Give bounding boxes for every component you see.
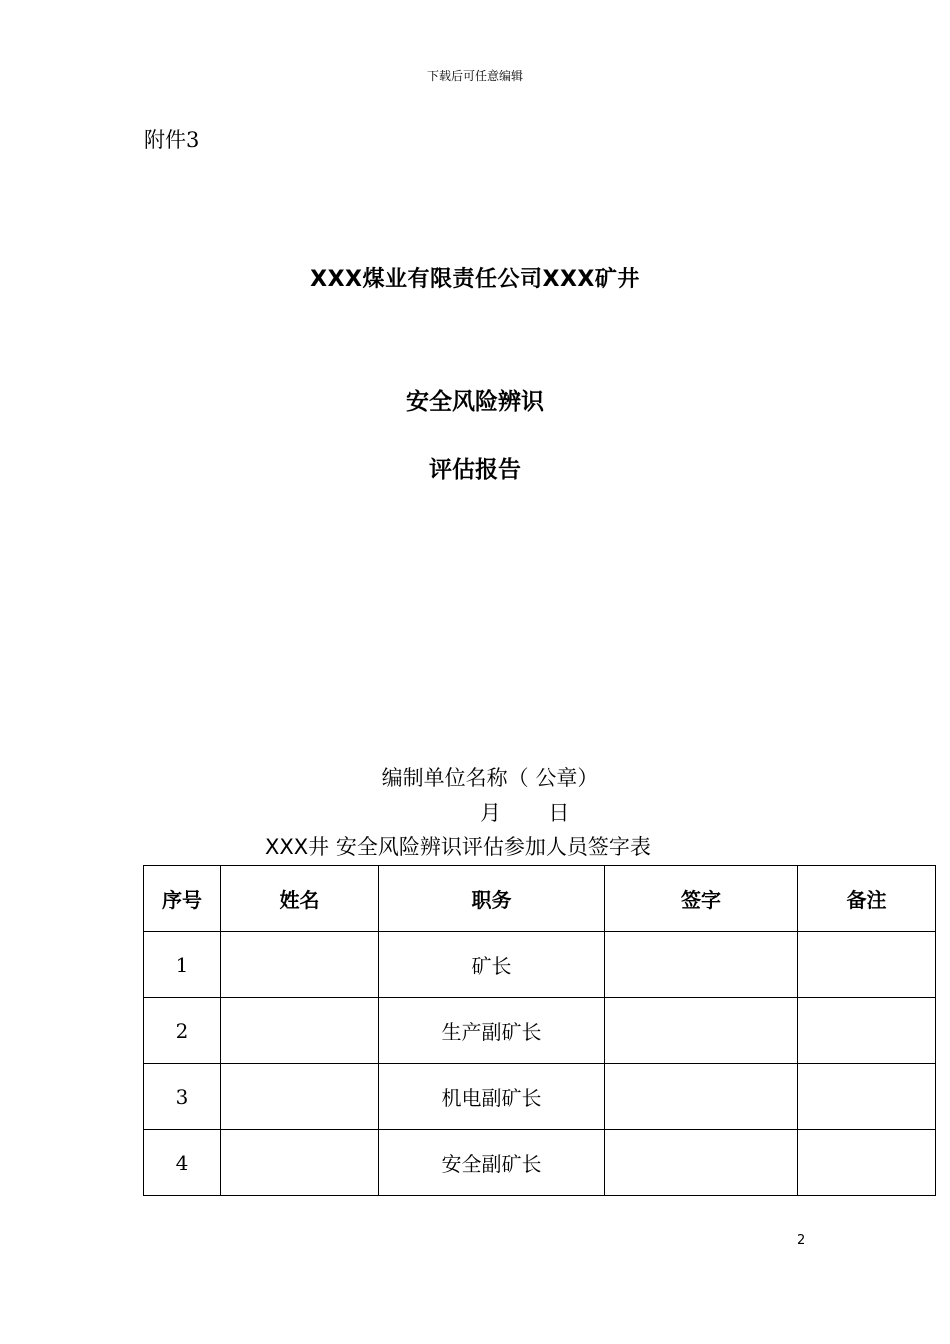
attachment-label: 附件3	[144, 128, 200, 152]
cell-no: 4	[144, 1130, 221, 1196]
date-day: 日	[548, 801, 570, 825]
cell-position: 安全副矿长	[379, 1130, 605, 1196]
table-header-row	[144, 866, 936, 932]
cell-no: 3	[144, 1064, 221, 1130]
table-row	[144, 998, 936, 1064]
page-number: 2	[797, 1233, 806, 1248]
cell-no: 2	[144, 998, 221, 1064]
cell-signature	[605, 932, 798, 998]
cell-name	[221, 1064, 379, 1130]
cell-name	[221, 1130, 379, 1196]
table-row	[144, 1130, 936, 1196]
cell-remark	[798, 1130, 936, 1196]
cell-signature	[605, 1064, 798, 1130]
cell-signature	[605, 998, 798, 1064]
cell-position: 生产副矿长	[379, 998, 605, 1064]
report-title-line2: 评估报告	[429, 457, 521, 483]
header-note: 下载后可任意编辑	[426, 69, 523, 83]
report-title-line1: 安全风险辨识	[406, 389, 544, 415]
header-position: 职务	[379, 866, 605, 932]
header-no: 序号	[144, 866, 221, 932]
signature-table	[143, 865, 936, 1196]
cell-position: 机电副矿长	[379, 1064, 605, 1130]
header-remark: 备注	[798, 866, 936, 932]
date-line	[480, 797, 569, 827]
cell-name	[221, 998, 379, 1064]
table-row	[144, 1064, 936, 1130]
table-row	[144, 932, 936, 998]
cell-no: 1	[144, 932, 221, 998]
cell-remark	[798, 932, 936, 998]
header-name: 姓名	[221, 866, 379, 932]
header-signature: 签字	[605, 866, 798, 932]
cell-remark	[798, 1064, 936, 1130]
cell-signature	[605, 1130, 798, 1196]
compiling-unit: 编制单位名称（ 公章）	[381, 766, 599, 790]
cell-name	[221, 932, 379, 998]
cell-position: 矿长	[379, 932, 605, 998]
table-caption: XXX井 安全风险辨识评估参加人员签字表	[265, 835, 651, 859]
cell-remark	[798, 998, 936, 1064]
date-month: 月	[480, 801, 501, 825]
company-name: XXX煤业有限责任公司XXX矿井	[310, 267, 640, 292]
